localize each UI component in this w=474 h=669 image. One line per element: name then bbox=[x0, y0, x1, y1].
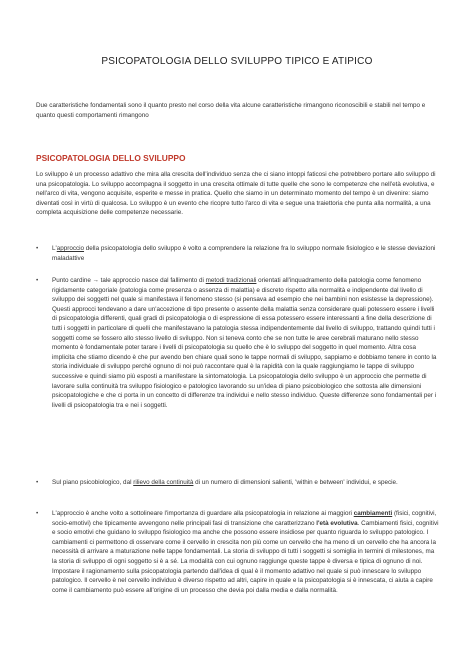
underlined-term: metodi tradizionali bbox=[205, 277, 257, 284]
text-span: L' bbox=[52, 245, 57, 252]
list-item-text bbox=[52, 478, 440, 488]
section-heading: PSICOPATOLOGIA DELLO SVILUPPO bbox=[36, 153, 186, 163]
text-span: Sul piano psicobiologico, dal bbox=[52, 479, 134, 486]
text-span: Punto cardine → tale approccio nasce dal fallimento di bbox=[52, 277, 206, 284]
text-span: di un numero di dimensioni salienti, 'within e between' individui, e specie. bbox=[193, 479, 398, 486]
text-span: della psicopatologia dello sviluppo è volto a comprendere la relazione fra lo sviluppo normale fisiologico e le stesse deviazioni maladattive bbox=[52, 245, 436, 262]
bold-term: l'età evolutiva bbox=[316, 519, 358, 527]
list-item-text bbox=[52, 276, 440, 410]
bullet-marker: • bbox=[36, 479, 39, 486]
text-span: . Cambiamenti fisici, cognitivi e socio emotivi che guidano lo sviluppo fisiologico ma anche che possono essere insidiose per quanto riguarda lo sviluppo patologico. I cambiamenti ci permettono di osservare come il cervello in crescita non più come un cervello che ha meno di un cervello che ha ancora la necessità di arrivare a maturazione nelle tappe fondamentali. La storia di sviluppo di tutti i soggetti si somiglia in termini di milestones, ma la storia di sviluppo di ogni soggetto si è a sé. La modalità con cui ognuno raggiunge queste tappe è diversa e tipica di ognuno di noi. Impostare il ragionamento sulla psicopatologia partendo dall'idea di qual è il momento adattivo nel quale si può innescare lo sviluppo patologico. Il cervello è nel cervello individuo è diverso rispetto ad altri, capire in quale e la psicopatologia si è innescata, ci aiuta a capire come il cambiamento può essere all'origine di un processo che devia poi dalla media e dalla normalità. bbox=[52, 519, 439, 594]
text-span: L'approccio è anche volto a sottolineare l'importanza di guardare alla psicopatologia in relazione ai maggiori bbox=[52, 510, 354, 517]
text-span: orientati all'inquadramento della patologia come fenomeno rigidamente categoriale (patologia come presenza o assenza di malattia) e discreto rispetto alla normalità e indipendente dal livello di sviluppo dei soggetti nel quale si manifestava il fenomeno stesso (si pensava ad esempio che nei bambini non esistesse la depressione). Questi approcci tendevano a dare un'accezione di tipo presente o assente della malattia senza considerare quali potessero essere i livelli di psicopatologia differenti, quali gradi di psicopatologia o di espressione di essa potessero essere interessanti a fine della descrizione di tutti i soggetti in particolare di quelli che manifestavano la patologia stessa indipendentemente dal livello di sviluppo, trattando quindi tutti i soggetti come se fossero allo stesso livello di sviluppo. Non si teneva conto che se non tutte le aree cerebrali maturano nello stesso momento è fondamentale poter tarare i livelli di psicopatologia su quello che è lo sviluppo del soggetto in quel momento. Altra cosa implicita che stiamo dicendo è che pur avendo ben chiare quali sono le tappe normali di sviluppo, sappiamo e dobbiamo tenere in conto la storia individuale di sviluppo perché ognuno di noi può raccontare qual è la rapidità con la quale raggiungiamo le tappe di sviluppo successive e quindi siamo più esposti a manifestare la sintomatologia. La psicopatologia dello sviluppo è un approccio che permette di lavorare sulla continuità tra sviluppo fisiologico e patologico lavorando su un'idea di piano psicobiologico che sottosta alle dimensioni psicopatologiche e che ci porta in un concetto di differenze tra individui e nello stesso individuo. Queste differenze sono fondamentali per i livelli di psicopatologia tra e nei i soggetti. bbox=[52, 277, 437, 409]
bold-underlined-term: cambiamenti bbox=[353, 510, 393, 517]
list-item-text bbox=[52, 244, 440, 263]
bullet-marker: • bbox=[36, 245, 39, 252]
bullet-marker: • bbox=[36, 277, 39, 284]
bullet-marker: • bbox=[36, 510, 39, 517]
text-span: (fisici, cognitivi, socio-emotivi) che tipicamente avvengono nelle principali fasi di transizione che caratterizzano bbox=[52, 510, 437, 527]
underlined-term: rilievo della continuità bbox=[133, 479, 194, 486]
intro-paragraph: Due caratteristiche fondamentali sono il quanto presto nel corso della vita alcune caratteristiche rimangono riconoscibili e stabili nel tempo e quanto questi comportamenti rimangono bbox=[36, 102, 426, 119]
list-item-text bbox=[52, 509, 440, 595]
underlined-term: approccio bbox=[56, 245, 85, 252]
page-title: PSICOPATOLOGIA DELLO SVILUPPO TIPICO E ATIPICO bbox=[101, 56, 373, 67]
body-paragraph: Lo sviluppo è un processo adattivo che mira alla crescita dell'individuo senza che ci siano intoppi faticosi che potrebbero portare allo sviluppo di una psicopatologia. Lo sviluppo accompagna il soggetto in una crescita ottimale di tutte quelle che sono le competenze che nell'età evolutiva, e nell'arco di vita, vengono acquisite, esperite e messe in pratica. Quello che siamo in un determinato momento del tempo è un divenire: siamo diventati così in virtù di qualcosa. Lo sviluppo è un evento che ricopre tutto l'arco di vita e segue una traiettoria che punta alla normalità, a una completa acquisizione delle competenze necessarie. bbox=[36, 171, 436, 217]
